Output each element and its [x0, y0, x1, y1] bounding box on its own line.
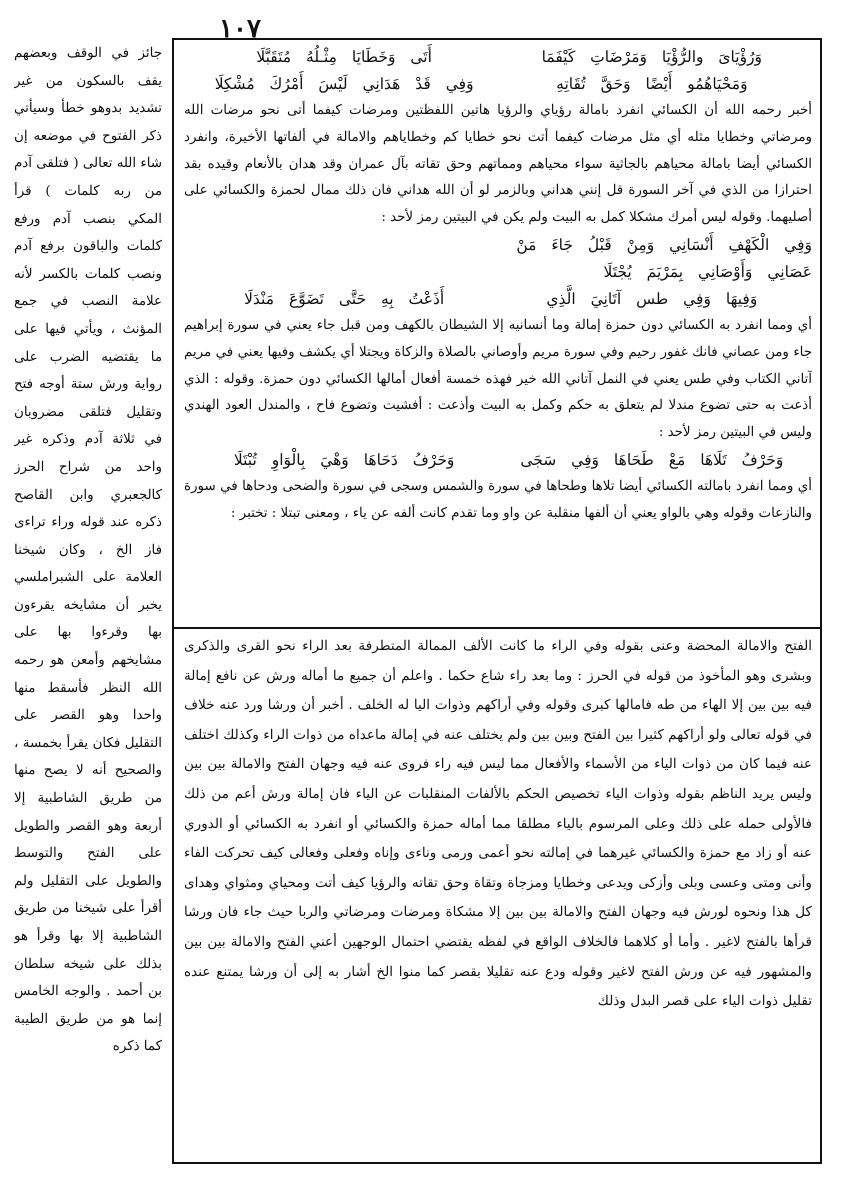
verse-line — [184, 44, 812, 71]
lower-section — [184, 632, 812, 1158]
verse-hemistich: وَرُؤْيَاىَ والرُّؤْيَا وَمَرْضَاتِ كَيْفَمَا — [541, 48, 763, 66]
verse-line — [184, 259, 812, 286]
verse-hemistich: وَمَحْيَاهُمُو أَيْضًا وَحَقَّ تُقَاتِهِ — [556, 75, 748, 93]
verse-line — [184, 447, 812, 474]
verse-hemistich: وَحَرْفُ تَلَاهَا مَعْ طَحَاهَا وَفِي سَجَى — [520, 450, 784, 469]
verse-hemistich: أَتَى وَخَطَايَا مِثْـلُهُ مُتَقَبَّلَا — [256, 48, 432, 66]
section-divider — [172, 627, 822, 629]
commentary-paragraph: أخبر رحمه الله أن الكسائي انفرد بامالة رؤياي والرؤيا هاتين اللفظتين ومرضات كيفما أتى نحو مرضات الله ومرضاتي وخطايا مثله أي مثل مرضات كيفما أتت نحو خطايا كم وخطاياهم والامالة في ألفاتها الأخيرة، وانفرد الكسائي أيضا بامالة محياهم بالجاثية سواء محياهم ومماتهم وحق تقاته بآل عمران وقد هدان بالأنعام وقيده بقد احترازا من الذي في آخر السورة قل إنني هداني وبالزمر لو أن الله هداني فان ذلك ممال لحمزة والكسائي على أصليهما. وقوله ليس أمرك مشكلا كمل به البيت ولم يكن في البيتين رمز لأحد : — [184, 103, 812, 226]
verse-hemistich: وَفِي قَدْ هَدَانِي لَيْسَ أَمْرُكَ مُشْكِلَا — [214, 75, 474, 93]
verse-hemistich: وَحَرْفُ دَحَاهَا وَهْيَ بِالْوَاوِ تُبْتَلَا — [233, 450, 455, 469]
lower-commentary-paragraph: الفتح والامالة المحضة وعنى بقوله وفي الراء ما كانت الألف الممالة المتطرفة بعد الراء نحو القرى والذكرى وبشرى وهو المأخوذ من قوله في الحرز : وما بعد راء شاع حكما . واعلم أن جميع ما أماله ورش عن نافع إمالة فيه بين بين إلا الهاء من طه فامالها كبرى وقوله وفي أراكهم وذوات اليا له الخلف . أخبر أن ورشا ورد عنه خلاف في قوله تعالى ولو أراكهم كثيرا بين الفتح وبين بين ولم يختلف عنه في إمالة ماعداه من ذوات الراء وكذلك اختلف عنه فيما كان من ذوات الياء من الأسماء والأفعال مما ليس فيه راء فروى عنه فيه وجهان الفتح والامالة بين بين وليس يريد الناظم بقوله وذوات الياء تخصيص الحكم بالألفات المنقلبات عن الياء فان إمالة ورش أعم من ذلك فالأولى حمله على ذلك وعلى المرسوم بالياء مطلقا مما أماله حمزة والكسائي أو انفرد به الكسائي أو الدوري عنه أو زاد مع حمزة والكسائي غيرهما في إمالته نحو أعمى ورمى وناءى وإناه وفعلى وفعالى كيف تحركت الفاء وأنى ومتى وعسى وبلى وأزكى ويدعى وخطايا ومزجاة وتقاة وحق تقاته والرؤيا كيف أتت ومحياي ومثواي وهداى كل هذا ونحوه لورش فيه وجهان الفتح والامالة بين بين إلا مشكاة ومرضات ومرضاتي والربا حيث جاء فان ورشا قرأها بالفتح لاغير . وأما أو كلاهما فالخلاف الواقع في لفظه يقتضي احتمال الوجهين أعني الفتح والامالة بين بين والمشهور فيه عن ورش الفتح لاغير وقوله ودع عنه تقليلا بقصر كما منوا الخ أشار به إلى أن ورشا يمتنع عنده تقليل ذوات الياء على قصر البدل وذلك — [184, 638, 812, 1010]
margin-commentary — [14, 40, 162, 1160]
verse-line — [184, 232, 812, 259]
upper-section — [184, 44, 812, 622]
verse-line — [184, 286, 812, 313]
verse-hemistich: عَصَانِي وَأَوْصَانِي بِمَرْيَمَ يُجْتَلَا — [603, 262, 812, 281]
commentary-paragraph: أي ومما انفرد به الكسائي دون حمزة إمالة وما أنسانيه إلا الشيطان بالكهف ومن قبل جاء يعني في سورة إبراهيم جاء ومن عصاني فانك غفور رحيم وفي سورة مريم وأوصاني بالصلاة والزكاة ويجتلا أي يكشف وفيها يعني في مريم آتاني الكتاب وفي طس يعني في النمل آتاني الله خير فهذه خمسة أفعال أمالها الكسائي دون حمزة. وقوله : الذي أذعت به حتى تضوع مندلا لم يتعلق به حكم وكمل به البيت وأذعت : أفشيت وتضوع فاح ، والمندل العود الهندي وليس في البيتين رمز لأحد : — [184, 317, 812, 441]
verse-hemistich: وَفِي الْكَهْفِ أَنْسَانِي وَمِنْ قَبْلُ جَاءَ مَنْ — [516, 235, 812, 254]
commentary-paragraph: أي ومما انفرد بامالته الكسائي أيضا تلاها وطحاها في سورة والشمس وسجى في سورة والضحى ودحاها في سورة والنازعات وقوله وهي بالواو يعني أن ألفها منقلبة عن واو وما تقدم كانت ألفه عن ياء ، ومعنى تبتلا : تختبر : — [184, 478, 812, 521]
verse-line — [184, 71, 812, 98]
verse-hemistich: أَذَعْتُ بِهِ حَتَّى تَضَوَّعَ مَنْدَلَا — [244, 289, 445, 308]
verse-hemistich: وَفِيهَا وَفِي طس آتَانِيَ الَّذِي — [546, 289, 758, 308]
margin-text: جائز في الوقف وبعضهم يقف بالسكون من غير تشديد بدوهو خطأ وسيأتي ذكر الفتوح في موضعه إن شاء الله تعالى ( فتلقى آدم من ربه كلمات ) قرأ المكي بنصب آدم ورفع كلمات والباقون برفع آدم ونصب كلمات بالكسر لأنه علامة النصب في جمع المؤنث ، ويأتي فيها على ما يقتضيه الضرب على رواية ورش ستة أوجه فتح وتقليل فتلقى مضروبان في ثلاثة آدم وذكره غير واحد من شراح الحرز كالجعبري وابن القاصح ذكره عند قوله وراء تراءى فاز الخ ، وكان شيخنا العلامة على الشبراملسي يخبر أن مشايخه يقرءون بها وقرءوا بها على مشايخهم وأمعن هو رحمه الله النظر فأسقط منها واحدا وهو القصر على التقليل فكان يقرأ بخمسة ، والصحيح أنه لا يصح منها من طريق الشاطبية إلا أربعة وهو القصر والطويل على الفتح والتوسط والطويل على التقليل ولم أقرأ على شيخنا من طريق الشاطبية إلا بها وقرأ هو بذلك على شيخه سلطان بن أحمد . والوجه الخامس إنما هو من طريق الطيبة كما ذكره — [14, 46, 162, 1055]
page-number: ١٠٧ — [219, 14, 261, 44]
